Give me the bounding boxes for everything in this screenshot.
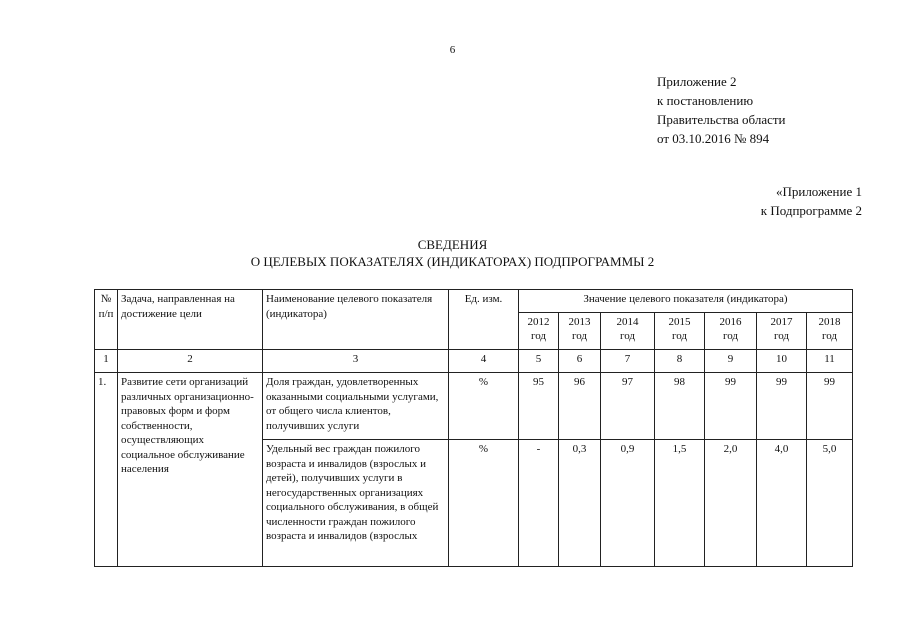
- year-number: 2018: [818, 316, 841, 328]
- page-number: 6: [449, 44, 456, 56]
- column-number: 3: [263, 350, 449, 373]
- value-cell: 95: [519, 373, 559, 440]
- year-header: [601, 313, 655, 350]
- year-header: [655, 313, 705, 350]
- title-line: СВЕДЕНИЯ: [417, 237, 488, 252]
- header-unit: Ед. изм.: [449, 290, 519, 350]
- value-cell: 1,5: [655, 440, 705, 567]
- value-cell: 99: [705, 373, 757, 440]
- year-number: 2016: [719, 316, 742, 328]
- column-number: 5: [519, 350, 559, 373]
- document-title: [0, 236, 905, 270]
- column-number: 1: [95, 350, 118, 373]
- value-cell: 2,0: [705, 440, 757, 567]
- year-label: год: [821, 330, 838, 342]
- indicator-name: Доля граждан, удовлетворенных оказанными социальными услугами, от общего числа клиентов, получивших услуги: [263, 373, 449, 440]
- column-number: 9: [705, 350, 757, 373]
- sub-appendix-line: к Подпрограмме 2: [760, 203, 862, 218]
- year-number: 2017: [770, 316, 793, 328]
- appendix-block: [657, 72, 786, 148]
- column-number: 2: [118, 350, 263, 373]
- header-task: Задача, направленная на достижение цели: [118, 290, 263, 350]
- year-number: 2014: [616, 316, 639, 328]
- year-number: 2013: [568, 316, 591, 328]
- sub-appendix-block: [761, 182, 862, 220]
- title-line: О ЦЕЛЕВЫХ ПОКАЗАТЕЛЯХ (ИНДИКАТОРАХ) ПОДПРОГРАММЫ 2: [250, 254, 655, 269]
- year-header: [705, 313, 757, 350]
- unit-cell: %: [449, 373, 519, 440]
- value-cell: 97: [601, 373, 655, 440]
- year-header: [559, 313, 601, 350]
- indicators-table: [94, 289, 853, 567]
- column-number: 7: [601, 350, 655, 373]
- year-label: год: [530, 330, 547, 342]
- column-number: 4: [449, 350, 519, 373]
- unit-cell: %: [449, 440, 519, 567]
- year-label: год: [773, 330, 790, 342]
- value-cell: 96: [559, 373, 601, 440]
- indicator-name: Удельный вес граждан пожилого возраста и инвалидов (взрослых и детей), получивших услуги в негосударственных организациях социального обслуживания, в общей численности граждан пожилого возраста и инвалидов (взрослых: [263, 440, 449, 567]
- column-number: 11: [807, 350, 853, 373]
- year-number: 2015: [668, 316, 691, 328]
- year-label: год: [619, 330, 636, 342]
- year-label: год: [671, 330, 688, 342]
- appendix-line: к постановлению: [657, 93, 754, 108]
- value-cell: 99: [757, 373, 807, 440]
- column-number: 8: [655, 350, 705, 373]
- appendix-line: от 03.10.2016 № 894: [657, 131, 770, 146]
- year-label: год: [722, 330, 739, 342]
- value-cell: 0,9: [601, 440, 655, 567]
- row-number: 1.: [95, 373, 118, 567]
- year-label: год: [571, 330, 588, 342]
- year-header: [519, 313, 559, 350]
- value-cell: 4,0: [757, 440, 807, 567]
- table-row: [95, 373, 853, 440]
- sub-appendix-line: «Приложение 1: [775, 184, 862, 199]
- column-number-row: [95, 350, 853, 373]
- appendix-line: Правительства области: [657, 112, 786, 127]
- value-cell: 99: [807, 373, 853, 440]
- value-cell: 98: [655, 373, 705, 440]
- value-cell: -: [519, 440, 559, 567]
- task-cell: Развитие сети организаций различных организационно-правовых форм и форм собственности, осуществляющих социальное обслуживание населения: [118, 373, 263, 567]
- appendix-line: Приложение 2: [657, 74, 737, 89]
- year-number: 2012: [527, 316, 550, 328]
- header-num: № п/п: [95, 290, 118, 350]
- value-cell: 0,3: [559, 440, 601, 567]
- column-number: 6: [559, 350, 601, 373]
- header-values: Значение целевого показателя (индикатора): [519, 290, 853, 313]
- header-indicator: Наименование целевого показателя (индикатора): [263, 290, 449, 350]
- column-number: 10: [757, 350, 807, 373]
- year-header: [757, 313, 807, 350]
- header-row: [95, 290, 853, 313]
- year-header: [807, 313, 853, 350]
- value-cell: 5,0: [807, 440, 853, 567]
